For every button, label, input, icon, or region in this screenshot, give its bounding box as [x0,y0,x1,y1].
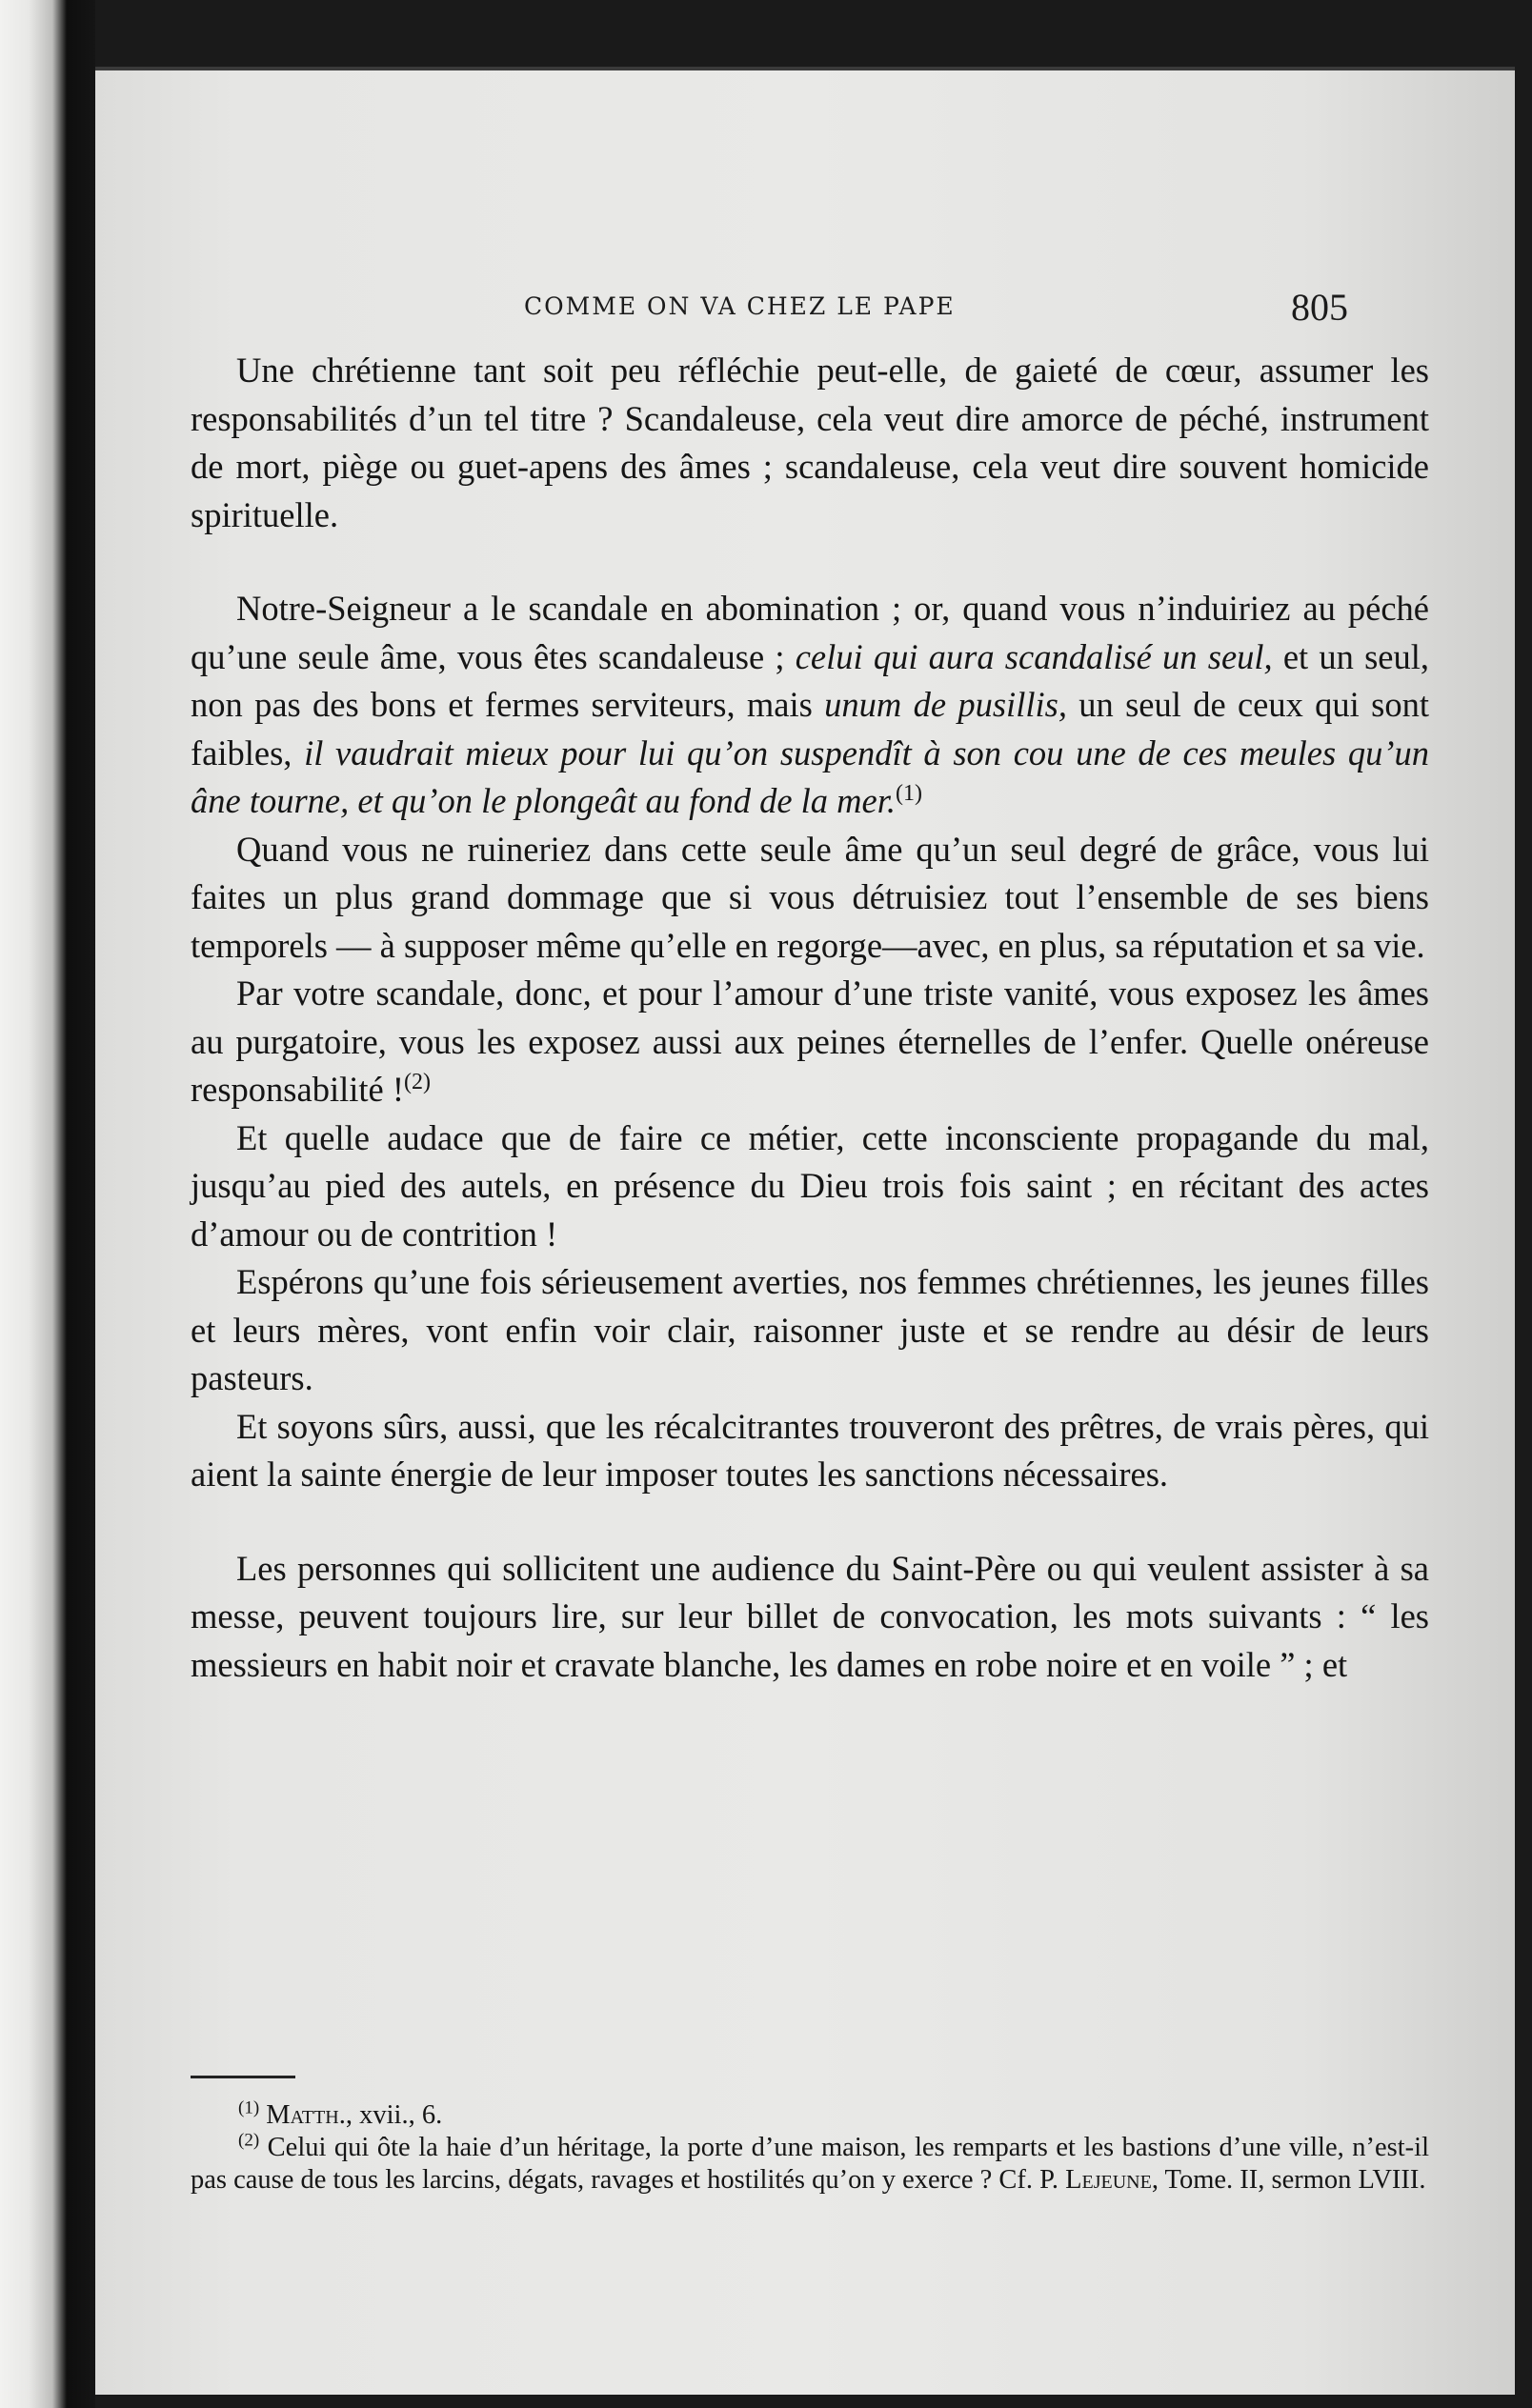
footnote-ref-2: (2) [404,1069,431,1094]
paragraph-8: Les personnes qui sollicitent une audience du Saint-Père ou qui veulent assister à sa messe, peuvent toujours lire, sur leur billet de convocation, les mots suivants : “ les messieurs en habit noir et cravate blanche, les dames en robe noire et en voile ” ; et [191,1548,1429,1684]
page-number: 805 [1291,286,1348,329]
footnote-2-text: Celui qui ôte la haie d’un héritage, la porte d’une maison, les remparts et les bastions d’une ville, n’est-il pas cause de tous les larcins, dégats, ravages et hostilités qu’on y exerce ? Cf. P. [191,2133,1429,2195]
paragraph-1: Une chrétienne tant soit peu réfléchie peut-elle, de gaieté de cœur, assumer les responsabilités d’un tel titre ? Scandaleuse, cela veut dire amorce de péché, instrument de mort, piège ou guet-apens des âmes ; scandaleuse, cela veut dire souvent homicide spirituelle. [191,351,1429,534]
footnote-2-tail: , Tome. II, sermon LVIII. [1151,2165,1426,2195]
body-text [191,347,1429,1689]
running-head [95,285,1353,342]
paragraph-2-italic-b: celui qui aura scandalisé un seul, [795,636,1273,676]
paragraph-2-part-a: Notre-Seigneur a le scandale en abomination ; or, quand vous n’induiriez au péché qu’une seule âme, vous êtes scandaleuse ; [191,589,1429,676]
paragraph-2 [191,585,1429,826]
footnote-2-author: Lejeune [1065,2165,1152,2195]
footnote-1-mark: (1) [238,2097,260,2118]
footnote-1 [191,2099,1429,2132]
paragraph-6: Espérons qu’une fois sérieusement averties, nos femmes chrétiennes, les jeunes filles et leurs mères, vont enfin voir clair, raisonner juste et se rendre au désir de leurs pasteurs. [191,1262,1429,1397]
footnote-1-text: , xvii., 6. [345,2100,443,2130]
paragraph-2-part-c: et un seul, non pas des bons et fermes serviteurs, mais [191,636,1429,724]
paragraph-4 [191,970,1429,1114]
paragraph-3: Quand vous ne ruineriez dans cette seule âme qu’un seul degré de grâce, vous lui faites un plus grand dommage que si vous détruisiez tout l’ensemble de ses biens temporels — à supposer même qu’elle en regorge—avec, en plus, sa réputation et sa vie. [191,829,1429,965]
paragraph-5: Et quelle audace que de faire ce métier, cette inconsciente propagande du mal, jusqu’au pied des autels, en présence du Dieu trois fois saint ; en récitant des actes d’amour ou de contrition ! [191,1117,1429,1254]
paragraph-4-text: Par votre scandale, donc, et pour l’amour d’une triste vanité, vous exposez les âmes au purgatoire, vous les exposez aussi aux peines éternelles de l’enfer. Quelle onéreuse responsabilité ! [191,973,1429,1109]
paragraph-2-italic-d: unum de pusillis, [824,685,1067,724]
footnote-2-mark: (2) [238,2130,260,2151]
paragraph-2-italic-f: il vaudrait mieux pour lui qu’on suspendît à son cou une de ces meules qu’un âne tourne, et qu’on le plongeât au fond de la mer. [191,732,1429,820]
footnote-1-author: Matth. [266,2100,346,2130]
footnote-2 [191,2132,1429,2197]
running-title: COMME ON VA CHEZ LE PAPE [524,292,956,320]
scan-left-margin [0,0,95,2408]
footnote-ref-1: (1) [896,780,923,806]
paragraph-2-part-e: un seul de ceux qui sont faibles, [191,685,1429,773]
book-page [95,67,1515,2395]
paragraph-7: Et soyons sûrs, aussi, que les récalcitrantes trouveront des prêtres, de vrais pères, qui aient la sainte énergie de leur imposer toutes les sanctions nécessaires. [191,1406,1429,1494]
footnotes [191,2099,1429,2197]
footnote-rule [191,2076,295,2078]
